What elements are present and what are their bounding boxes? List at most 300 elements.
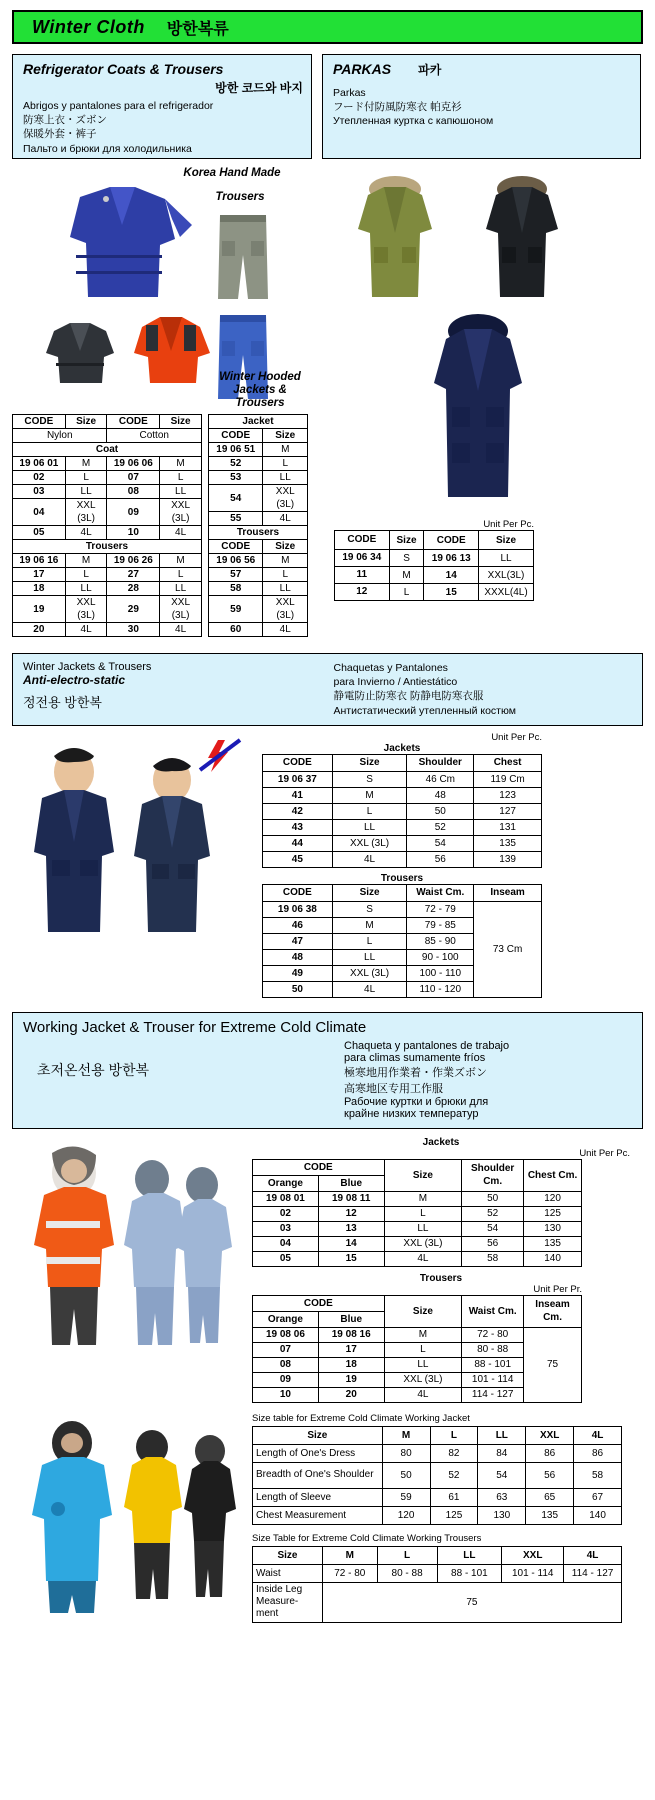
table-cell: 11 <box>335 567 390 584</box>
table-cell: 4L <box>65 623 107 637</box>
th-shoulder: Shoulder Cm. <box>462 1159 524 1191</box>
table-cell: 88 - 101 <box>462 1357 524 1372</box>
table-cell: LL <box>263 471 308 485</box>
table-cell: 55 <box>209 512 263 526</box>
table-cell: 30 <box>107 623 160 637</box>
th-size: Size <box>384 1159 462 1191</box>
refrigerator-title-en: Refrigerator Coats & Trousers <box>23 61 224 77</box>
table-cell: 72 - 79 <box>407 901 474 917</box>
antistatic-sub-es1: Chaquetas y Pantalones <box>333 662 448 674</box>
table-cell: M <box>384 1191 462 1206</box>
table-cell: 50 <box>407 803 474 819</box>
grey-trousers-photo <box>212 211 274 303</box>
extreme-sub-cn: 高寒地区专用工作服 <box>344 1082 443 1095</box>
parkas-sub-jp: フード付防風防寒衣 帕克衫 <box>333 101 462 114</box>
extreme-trousers-unit: Unit Per Pr. <box>533 1283 582 1295</box>
th-m: M <box>382 1426 430 1444</box>
antistatic-title-en: Winter Jackets & Trousers <box>23 661 152 673</box>
table-cell: M <box>384 1327 462 1342</box>
table-cell: 86 <box>574 1444 622 1462</box>
table-cell: 19 06 06 <box>107 457 160 471</box>
table-cell: 72 - 80 <box>462 1327 524 1342</box>
table-cell: 12 <box>318 1206 384 1221</box>
red-jacket-photo <box>120 311 220 389</box>
table-cell: XXL (3L) <box>332 965 407 981</box>
table-cell: 140 <box>524 1251 582 1266</box>
table-cell: 140 <box>574 1506 622 1524</box>
extreme-title-en: Working Jacket & Trouser for Extreme Cold Climate <box>23 1018 367 1036</box>
table-cell: 42 <box>263 803 333 819</box>
table-cell: 43 <box>263 819 333 835</box>
trousers-caption: Trousers <box>13 540 202 554</box>
table-cell: L <box>332 933 407 949</box>
page-title-banner <box>12 10 643 44</box>
inseam-value: 75 <box>322 1582 621 1622</box>
jacket-table <box>208 414 308 637</box>
th-size: Size <box>332 754 407 771</box>
table-cell: L <box>160 568 202 582</box>
table-cell: XXL (3L) <box>384 1372 462 1387</box>
table-cell: 52 <box>407 819 474 835</box>
th-4l: 4L <box>574 1426 622 1444</box>
table-cell: 27 <box>107 568 160 582</box>
table-cell: 17 <box>318 1342 384 1357</box>
th-shoulder: Shoulder <box>407 754 474 771</box>
table-cell: XXL (3L) <box>384 1236 462 1251</box>
th-orange: Orange <box>253 1311 319 1327</box>
table-cell: 79 - 85 <box>407 917 474 933</box>
table-cell: 19 08 01 <box>253 1191 319 1206</box>
table-cell: 60 <box>209 623 263 637</box>
antistatic-tables <box>262 732 542 998</box>
th-inseam: Inseam Cm. <box>524 1295 582 1327</box>
table-cell: L <box>332 803 407 819</box>
table-cell: 82 <box>430 1444 478 1462</box>
table-cell: S <box>389 550 424 567</box>
table-cell: M <box>160 457 202 471</box>
table-cell: 61 <box>430 1488 478 1506</box>
table-cell: 119 Cm <box>474 771 542 787</box>
parkas-unit-label: Unit Per Pc. <box>483 519 534 530</box>
table-cell: 47 <box>263 933 333 949</box>
table-cell: 4L <box>332 981 407 997</box>
table-cell: 101 - 114 <box>462 1372 524 1387</box>
table-cell: 125 <box>430 1506 478 1524</box>
th-waist: Waist Cm. <box>462 1295 524 1327</box>
extreme-sub-ru1: Рабочие куртки и брюки для <box>344 1095 489 1108</box>
anti-static-badge <box>198 738 242 772</box>
table-cell: XXL (3L) <box>263 485 308 512</box>
table-cell: 59 <box>382 1488 430 1506</box>
table-cell: 41 <box>263 787 333 803</box>
table-cell: 110 - 120 <box>407 981 474 997</box>
th-size: Size <box>332 884 407 901</box>
table-cell: 10 <box>253 1387 319 1402</box>
table-cell: 19 06 26 <box>107 554 160 568</box>
table-cell: 114 - 127 <box>564 1564 622 1582</box>
extreme-cold-workers-photo <box>12 1137 242 1352</box>
table-cell: 125 <box>524 1206 582 1221</box>
table-cell: 114 - 127 <box>462 1387 524 1402</box>
antistatic-sub-jp: 静電防止防寒衣 防静电防寒衣服 <box>333 690 484 703</box>
table-cell: 4L <box>332 851 407 867</box>
th-code: CODE <box>107 415 160 429</box>
table-cell: XXL (3L) <box>160 499 202 526</box>
extreme-sub-es1: Chaqueta y pantalones de trabajo <box>344 1039 510 1052</box>
size-trouser-table <box>252 1546 622 1623</box>
table-cell: 80 - 88 <box>377 1564 437 1582</box>
coat-table <box>12 414 202 637</box>
black-parka-photo <box>470 173 575 308</box>
table-cell: 19 <box>13 596 66 623</box>
caption-korea-hand-made: Korea Hand Made <box>183 167 281 179</box>
th-size: Size <box>253 1546 323 1564</box>
table-cell: 13 <box>318 1221 384 1236</box>
table-cell: 90 - 100 <box>407 949 474 965</box>
table-cell: 19 08 06 <box>253 1327 319 1342</box>
table-cell: XXL (3L) <box>65 596 107 623</box>
table-cell: 05 <box>253 1251 319 1266</box>
antistatic-unit-label: Unit Per Pc. <box>491 731 542 743</box>
table-cell: M <box>332 787 407 803</box>
refrigerator-sub-cn: 保暖外套・裤子 <box>23 128 97 141</box>
table-cell: 05 <box>13 526 66 540</box>
table-cell: 19 06 51 <box>209 443 263 457</box>
table-cell: LL <box>384 1357 462 1372</box>
table-cell: L <box>263 568 308 582</box>
th-ll: LL <box>478 1426 526 1444</box>
size-jacket-table <box>252 1426 622 1525</box>
extreme-tables <box>252 1137 630 1403</box>
th-4l: 4L <box>564 1546 622 1564</box>
refrigerator-sub-jp: 防寒上衣・ズボン <box>23 114 107 127</box>
antistatic-trousers-caption: Trousers <box>380 872 424 884</box>
table-cell: S <box>332 901 407 917</box>
table-cell: L <box>65 568 107 582</box>
jacket-caption: Jacket <box>209 415 308 429</box>
table-cell: 84 <box>478 1444 526 1462</box>
two-men-jackets-photo <box>12 732 262 952</box>
table-cell: XXL (3L) <box>332 835 407 851</box>
table-cell: M <box>160 554 202 568</box>
table-cell: 19 08 16 <box>318 1327 384 1342</box>
table-cell: 09 <box>107 499 160 526</box>
table-cell: 07 <box>107 471 160 485</box>
table-cell: 48 <box>263 949 333 965</box>
table-cell: 54 <box>462 1221 524 1236</box>
table-cell: XXL (3L) <box>65 499 107 526</box>
th-waist: Waist Cm. <box>407 884 474 901</box>
antistatic-title-kr: 정전용 방한복 <box>23 695 102 710</box>
table-cell: 19 <box>318 1372 384 1387</box>
table-cell: XXL (3L) <box>263 596 308 623</box>
table-cell: M <box>65 457 107 471</box>
table-cell: 4L <box>384 1251 462 1266</box>
th-size: Size <box>389 531 424 550</box>
olive-parka-photo <box>340 173 450 308</box>
table-cell: 85 - 90 <box>407 933 474 949</box>
th-code: CODE <box>13 415 66 429</box>
row-label: Inside Leg Measure-ment <box>253 1582 323 1622</box>
jtrousers-caption: Trousers <box>209 526 308 540</box>
table-cell: 44 <box>263 835 333 851</box>
table-cell: LL <box>65 582 107 596</box>
table-cell: 57 <box>209 568 263 582</box>
table-cell: 19 06 38 <box>263 901 333 917</box>
th-size: Size <box>384 1295 462 1327</box>
table-cell: 02 <box>13 471 66 485</box>
parkas-column <box>322 54 641 637</box>
table-cell: 10 <box>107 526 160 540</box>
row-label: Waist <box>253 1564 323 1582</box>
table-cell: 56 <box>526 1462 574 1488</box>
table-cell: 17 <box>13 568 66 582</box>
table-cell: 72 - 80 <box>322 1564 377 1582</box>
table-cell: 19 06 16 <box>13 554 66 568</box>
table-cell: 50 <box>462 1191 524 1206</box>
table-cell: 09 <box>253 1372 319 1387</box>
nylon-cotton-tables <box>12 414 202 637</box>
size-trouser-caption: Size Table for Extreme Cold Climate Working Trousers <box>252 1532 482 1544</box>
table-cell: 80 <box>382 1444 430 1462</box>
th-code: CODE <box>209 429 263 443</box>
table-cell: 19 06 37 <box>263 771 333 787</box>
table-cell: 18 <box>318 1357 384 1372</box>
table-cell: 15 <box>318 1251 384 1266</box>
table-cell: M <box>332 917 407 933</box>
table-cell: 50 <box>263 981 333 997</box>
th-nylon: Nylon <box>13 429 107 443</box>
table-cell: 101 - 114 <box>502 1564 564 1582</box>
table-cell: 4L <box>160 526 202 540</box>
extreme-trousers-caption: Trousers <box>419 1272 463 1284</box>
th-blue: Blue <box>318 1175 384 1191</box>
table-cell: LL <box>332 819 407 835</box>
table-cell: LL <box>479 550 534 567</box>
table-cell: 56 <box>407 851 474 867</box>
extreme-jackets-unit: Unit Per Pc. <box>579 1147 630 1159</box>
section-refrigerator-parkas <box>12 54 643 637</box>
table-cell: L <box>389 584 424 601</box>
table-cell: 65 <box>526 1488 574 1506</box>
table-cell: 49 <box>263 965 333 981</box>
table-cell: 54 <box>478 1462 526 1488</box>
table-cell: 45 <box>263 851 333 867</box>
table-cell: M <box>263 443 308 457</box>
table-cell: LL <box>65 485 107 499</box>
table-cell: 52 <box>430 1462 478 1488</box>
table-cell: XXL(3L) <box>479 567 534 584</box>
extreme-title-kr: 초저온선용 방한복 <box>37 1061 150 1078</box>
table-cell: M <box>263 554 308 568</box>
inseam-value: 75 <box>524 1327 582 1402</box>
extreme-sub-es2: para climas sumamente fríos <box>344 1051 486 1064</box>
table-cell: 63 <box>478 1488 526 1506</box>
table-cell: 28 <box>107 582 160 596</box>
table-cell: 131 <box>474 819 542 835</box>
th-xxl: XXL <box>526 1426 574 1444</box>
extreme-jackets-table <box>252 1159 582 1267</box>
table-cell: LL <box>263 582 308 596</box>
row-label: Length of One's Dress <box>253 1444 383 1462</box>
table-cell: 130 <box>478 1506 526 1524</box>
row-label: Length of Sleeve <box>253 1488 383 1506</box>
th-code: CODE <box>209 540 263 554</box>
table-cell: 59 <box>209 596 263 623</box>
extreme-jackets-caption: Jackets <box>422 1136 460 1148</box>
table-cell: 88 - 101 <box>437 1564 502 1582</box>
table-cell: 4L <box>263 623 308 637</box>
table-cell: 120 <box>382 1506 430 1524</box>
table-cell: 19 06 01 <box>13 457 66 471</box>
table-cell: 48 <box>407 787 474 803</box>
antistatic-trousers-table <box>262 884 542 998</box>
table-cell: 03 <box>253 1221 319 1236</box>
navy-long-parka-photo <box>418 311 538 511</box>
table-cell: 12 <box>335 584 390 601</box>
antistatic-subtitle: Anti-electro-static <box>23 673 126 687</box>
extreme-cold-suits-photo <box>12 1413 247 1618</box>
antistatic-jackets-caption: Jackets <box>383 742 421 754</box>
table-cell: 04 <box>13 499 66 526</box>
caption-hooded-jackets: Winter Hooded Jackets & Trousers <box>219 371 301 410</box>
extreme-trousers-table <box>252 1295 582 1403</box>
table-cell: S <box>332 771 407 787</box>
blue-coat-photo <box>40 179 200 309</box>
table-cell: 67 <box>574 1488 622 1506</box>
refrigerator-title-kr: 방한 코드와 바지 <box>215 81 303 95</box>
th-l: L <box>430 1426 478 1444</box>
table-cell: 56 <box>462 1236 524 1251</box>
th-size: Size <box>253 1426 383 1444</box>
table-cell: LL <box>332 949 407 965</box>
th-code: CODE <box>335 531 390 550</box>
parkas-table <box>334 530 534 601</box>
table-cell: 04 <box>253 1236 319 1251</box>
parkas-title-kr: 파카 <box>418 63 442 77</box>
th-ll: LL <box>437 1546 502 1564</box>
parkas-sub-es: Parkas <box>333 87 366 99</box>
table-cell: LL <box>384 1221 462 1236</box>
parkas-photos <box>322 159 641 519</box>
table-cell: 53 <box>209 471 263 485</box>
table-cell: 20 <box>13 623 66 637</box>
table-cell: 54 <box>407 835 474 851</box>
antistatic-jackets-table <box>262 754 542 868</box>
table-cell: 135 <box>526 1506 574 1524</box>
table-cell: 19 06 34 <box>335 550 390 567</box>
table-cell: 127 <box>474 803 542 819</box>
table-cell: 123 <box>474 787 542 803</box>
th-size: Size <box>479 531 534 550</box>
refrigerator-photos <box>12 159 312 414</box>
th-chest: Chest <box>474 754 542 771</box>
row-label: Breadth of One's Shoulder <box>253 1462 383 1488</box>
table-cell: XXL (3L) <box>160 596 202 623</box>
th-size: Size <box>65 415 107 429</box>
th-orange: Orange <box>253 1175 319 1191</box>
th-l: L <box>377 1546 437 1564</box>
extreme-photos-bottom <box>12 1413 252 1623</box>
table-cell: 4L <box>263 512 308 526</box>
parkas-header <box>322 54 641 159</box>
table-cell: 58 <box>574 1462 622 1488</box>
table-cell: 03 <box>13 485 66 499</box>
black-jacket-photo <box>34 317 124 389</box>
table-cell: L <box>160 471 202 485</box>
parkas-title-en: PARKAS <box>333 61 392 77</box>
caption-trousers: Trousers <box>215 191 265 203</box>
table-cell: 19 08 11 <box>318 1191 384 1206</box>
table-cell: 19 06 13 <box>424 550 479 567</box>
table-cell: 130 <box>524 1221 582 1236</box>
table-cell: XXXL(4L) <box>479 584 534 601</box>
table-cell: 54 <box>209 485 263 512</box>
table-cell: 08 <box>107 485 160 499</box>
th-xxl: XXL <box>502 1546 564 1564</box>
size-tables <box>252 1413 630 1623</box>
extreme-sub-ru2: крайне низких температур <box>344 1107 479 1120</box>
table-cell: 02 <box>253 1206 319 1221</box>
table-cell: LL <box>160 582 202 596</box>
table-cell: 4L <box>65 526 107 540</box>
table-cell: 100 - 110 <box>407 965 474 981</box>
inseam-value: 73 Cm <box>474 901 542 997</box>
anti-static-header <box>12 653 643 726</box>
page-title-kr: 방한복류 <box>166 20 229 38</box>
table-cell: 29 <box>107 596 160 623</box>
table-cell: 07 <box>253 1342 319 1357</box>
hooded-tables <box>208 414 308 637</box>
table-cell: 135 <box>524 1236 582 1251</box>
th-size: Size <box>263 429 308 443</box>
table-cell: 52 <box>209 457 263 471</box>
size-jacket-caption: Size table for Extreme Cold Climate Working Jacket <box>252 1412 470 1424</box>
table-cell: 139 <box>474 851 542 867</box>
th-blue: Blue <box>318 1311 384 1327</box>
th-code: CODE <box>263 754 333 771</box>
row-label: Chest Measurement <box>253 1506 383 1524</box>
th-chest: Chest Cm. <box>524 1159 582 1191</box>
th-size: Size <box>160 415 202 429</box>
table-cell: 86 <box>526 1444 574 1462</box>
table-cell: 120 <box>524 1191 582 1206</box>
table-cell: LL <box>160 485 202 499</box>
th-size: Size <box>263 540 308 554</box>
th-inseam: Inseam <box>474 884 542 901</box>
table-cell: 4L <box>384 1387 462 1402</box>
table-cell: 58 <box>462 1251 524 1266</box>
table-cell: M <box>65 554 107 568</box>
page-title-en: Winter Cloth <box>32 16 145 37</box>
table-cell: L <box>65 471 107 485</box>
table-cell: 52 <box>462 1206 524 1221</box>
antistatic-photo <box>12 732 262 962</box>
table-cell: L <box>384 1342 462 1357</box>
table-cell: 20 <box>318 1387 384 1402</box>
table-cell: 4L <box>160 623 202 637</box>
table-cell: 18 <box>13 582 66 596</box>
refrigerator-sub-es: Abrigos y pantalones para el refrigerador <box>23 100 214 112</box>
th-code: CODE <box>263 884 333 901</box>
th-code: CODE <box>253 1295 385 1311</box>
th-m: M <box>322 1546 377 1564</box>
th-code: CODE <box>424 531 479 550</box>
table-cell: M <box>389 567 424 584</box>
antistatic-sub-es2: para Invierno / Antiestático <box>333 676 458 689</box>
table-cell: 14 <box>424 567 479 584</box>
th-cotton: Cotton <box>107 429 202 443</box>
